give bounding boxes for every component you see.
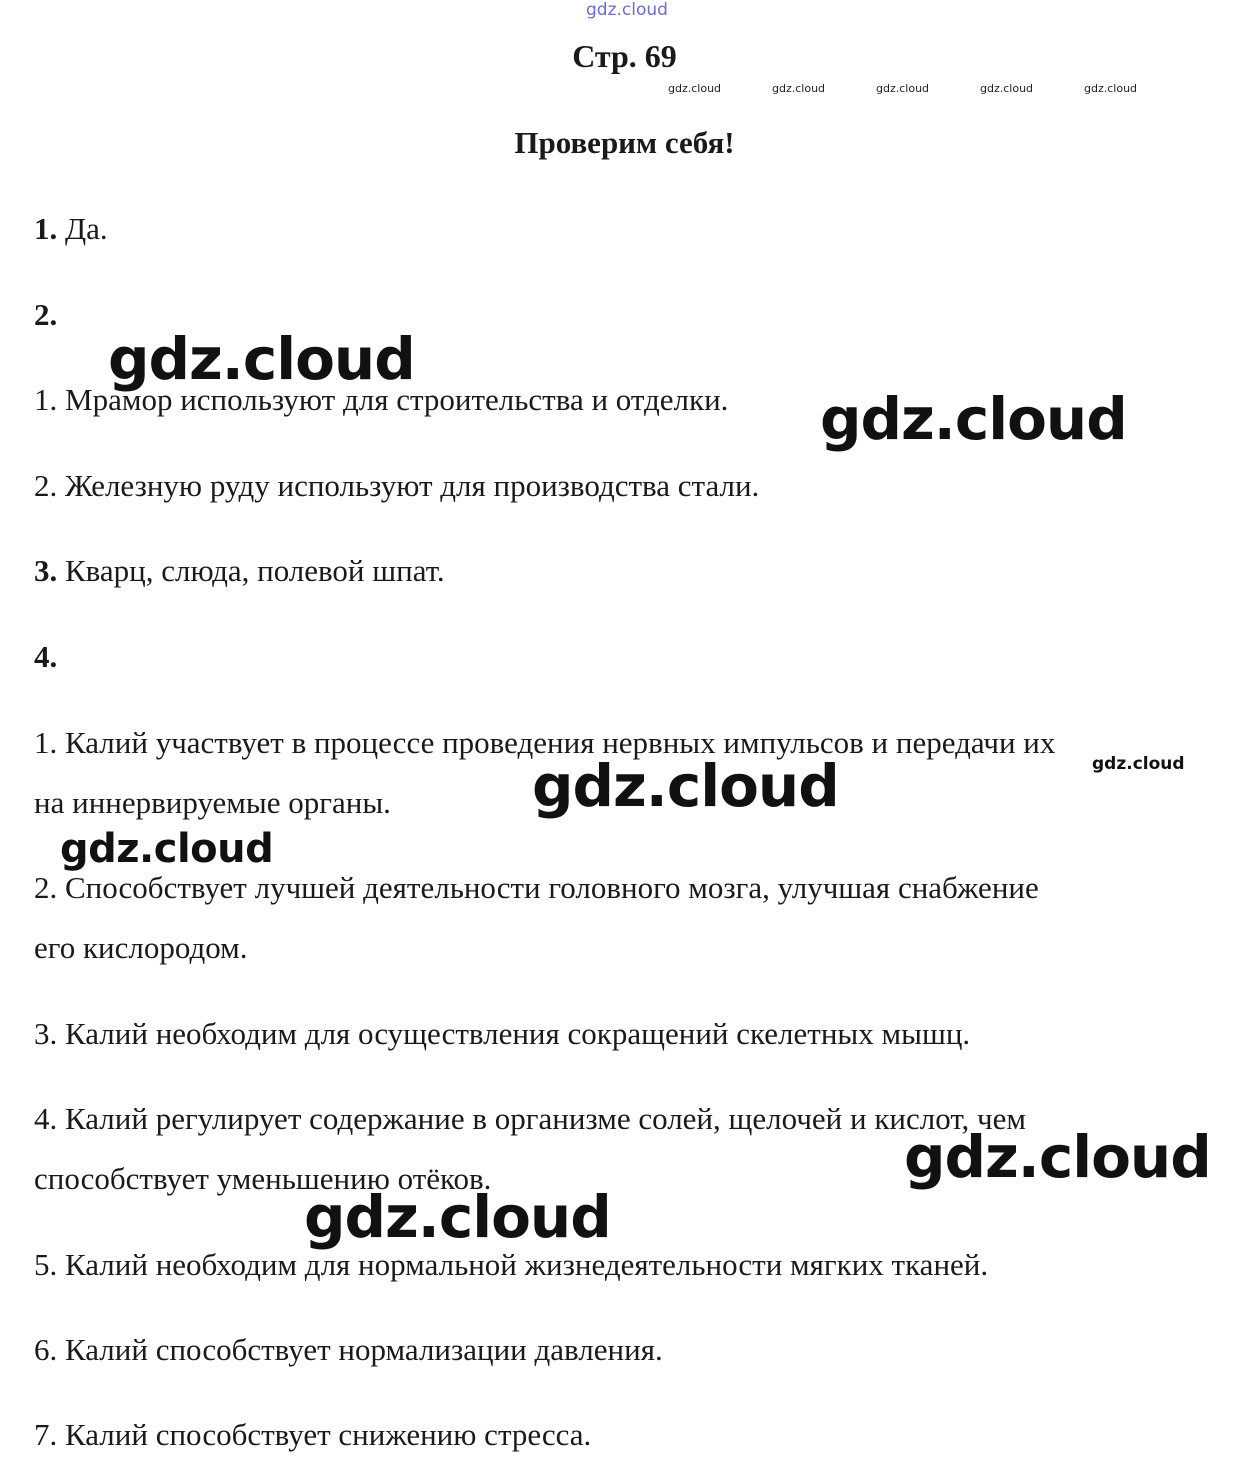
answer-2-number: 2.	[34, 297, 58, 332]
watermark-small: gdz.cloud	[772, 82, 826, 95]
answer-3	[34, 555, 445, 586]
answer-2-item: 1. Мрамор используют для строительства и отделки.	[34, 382, 729, 417]
answer-text: Кварц, слюда, полевой шпат.	[57, 553, 445, 588]
watermark-small: gdz.cloud	[1092, 754, 1185, 774]
answer-4-line: способствует уменьшению отёков.	[34, 1161, 492, 1196]
answer-2-item: 2. Железную руду используют для производства стали.	[34, 468, 760, 503]
watermark-small: gdz.cloud	[668, 82, 722, 95]
watermark-large: gdz.cloud	[820, 385, 1127, 453]
watermark-large: gdz.cloud	[304, 1183, 611, 1251]
answer-4-line: его кислородом.	[34, 930, 248, 965]
answer-4-line: 2. Способствует лучшей деятельности головного мозга, улучшая снабжение	[34, 870, 1039, 905]
answer-4-line: 3. Калий необходим для осуществления сокращений скелетных мышц.	[34, 1016, 971, 1051]
answer-4-line: 6. Калий способствует нормализации давления.	[34, 1332, 663, 1367]
answer-4-line: 7. Калий способствует снижению стресса.	[34, 1417, 592, 1452]
watermark-small: gdz.cloud	[980, 82, 1034, 95]
watermark-top: gdz.cloud	[586, 0, 668, 20]
watermark-large: gdz.cloud	[108, 325, 415, 393]
answer-4-number: 4.	[34, 639, 58, 674]
answer-4-line: 4. Калий регулирует содержание в организме солей, щелочей и кислот, чем	[34, 1101, 1026, 1136]
watermark-small: gdz.cloud	[1084, 82, 1138, 95]
answer-text: Да.	[57, 211, 108, 246]
watermark-large: gdz.cloud	[904, 1123, 1211, 1191]
page-title: Стр. 69	[572, 38, 677, 74]
answer-number: 1.	[34, 211, 58, 246]
answer-4-line: 1. Калий участвует в процессе проведения нервных импульсов и передачи их	[34, 725, 1056, 760]
watermark-large: gdz.cloud	[532, 752, 839, 820]
answer-4-line: на иннервируемые органы.	[34, 785, 391, 820]
answer-1	[34, 213, 108, 244]
answer-4-line: 5. Калий необходим для нормальной жизнедеятельности мягких тканей.	[34, 1247, 989, 1282]
answer-number: 3.	[34, 553, 58, 588]
watermark-large: gdz.cloud	[60, 826, 274, 872]
section-title: Проверим себя!	[514, 125, 735, 160]
watermark-small: gdz.cloud	[876, 82, 930, 95]
